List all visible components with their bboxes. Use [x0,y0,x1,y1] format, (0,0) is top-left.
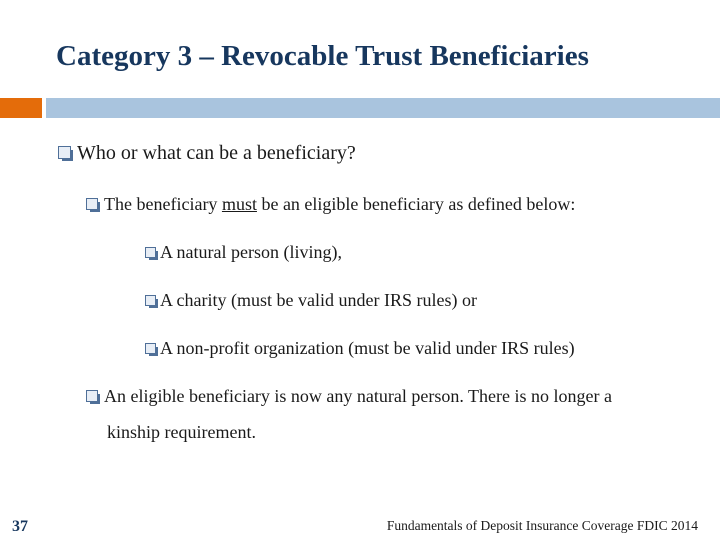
list-item [145,338,575,359]
checkbox-bullet-icon [145,247,156,258]
checkbox-bullet-icon [86,390,98,402]
kinship-text-line1: An eligible beneficiary is now any natural person. There is no longer a [104,386,613,406]
footer-text: Fundamentals of Deposit Insurance Coverage FDIC 2014 [386,518,698,533]
eligibility-bullet [86,194,575,215]
eligibility-text-emph: must [221,194,257,214]
checkbox-bullet-icon [86,198,98,210]
list-item [145,242,342,263]
eligibility-text-post: be an eligible beneficiary as defined below: [256,194,576,214]
page-number: 37 [12,518,28,535]
accent-bar-blue [46,98,720,118]
accent-bar-orange [0,98,42,118]
checkbox-bullet-icon [58,146,71,159]
checkbox-bullet-icon [145,343,156,354]
question-bullet [58,142,356,165]
kinship-text-line2: kinship requirement. [107,422,256,442]
list-item [145,290,477,311]
question-text: Who or what can be a beneficiary? [77,142,356,164]
list-item-text: A natural person (living), [160,242,342,262]
kinship-bullet [86,386,612,407]
eligibility-text-pre: The beneficiary [104,194,222,214]
list-item-text: A non-profit organization (must be valid under IRS rules) [160,338,575,358]
eligibility-text [104,194,575,215]
checkbox-bullet-icon [145,295,156,306]
list-item-text: A charity (must be valid under IRS rules) or [160,290,477,310]
slide-title: Category 3 – Revocable Trust Beneficiaries [56,40,589,72]
